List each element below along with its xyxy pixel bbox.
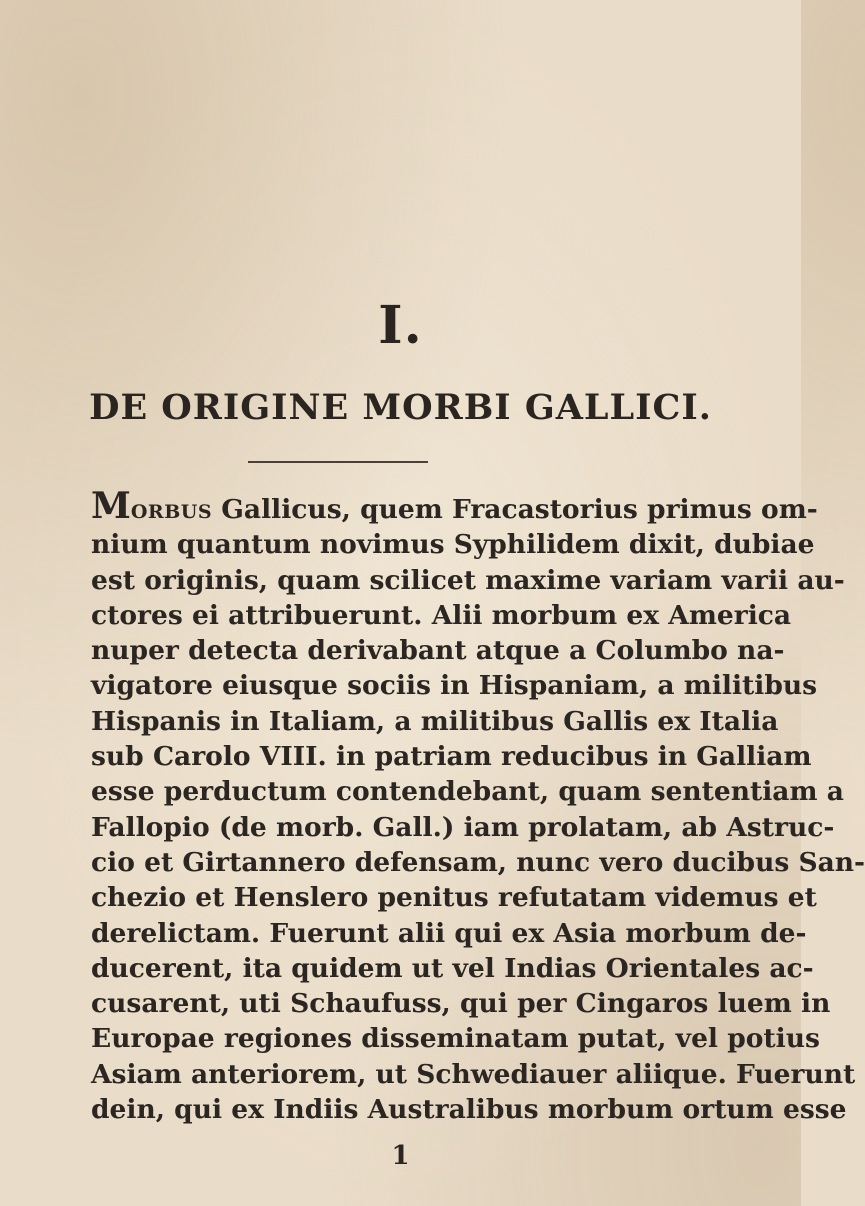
text-line-8: sub Carolo VIII. in patriam reducibus in Galliam [91,741,812,773]
text-line-12: chezio et Henslero penitus refutatam videmus et [91,882,817,914]
chapter-number: I. [378,295,423,356]
text-line-9: esse perductum contendebant, quam sententiam a [91,776,844,808]
text-line-11: cio et Girtannero defensam, nunc vero ducibus San- [91,846,865,878]
text-line-1 [91,485,818,527]
text-line-2: nium quantum novimus Syphilidem dixit, dubiae [91,529,815,561]
title-divider [248,461,428,463]
page-number: 1 [391,1141,410,1171]
text-line-15: cusarent, uti Schaufuss, qui per Cingaros luem in [91,988,831,1020]
text-line-18: dein, qui ex Indiis Australibus morbum ortum esse [91,1094,847,1126]
text-line-5: nuper detecta derivabant atque a Columbo na- [91,635,785,667]
text-line-10: Fallopio (de morb. Gall.) iam prolatam, ab Astruc- [91,811,835,843]
text-line-1-rest: Gallicus, quem Fracastorius primus om- [212,494,818,525]
chapter-title: DE ORIGINE MORBI GALLICI. [89,387,712,428]
text-line-3: est originis, quam scilicet maxime variam varii au- [91,564,845,596]
text-line-4: ctores ei attribuerunt. Alii morbum ex America [91,599,792,631]
first-word-smallcaps: ORBUS [130,501,213,523]
initial-letter: M [91,485,131,527]
text-line-13: derelictam. Fuerunt alii qui ex Asia morbum de- [91,917,807,949]
text-line-6: vigatore eiusque sociis in Hispaniam, a militibus [91,670,818,702]
text-line-14: ducerent, ita quidem ut vel Indias Orientales ac- [91,952,814,984]
text-line-17: Asiam anteriorem, ut Schwediauer aliique. Fuerunt [91,1058,856,1090]
body-paragraph [91,485,865,1127]
text-line-16: Europae regiones disseminatam putat, vel potius [91,1023,820,1055]
text-line-7: Hispanis in Italiam, a militibus Gallis ex Italia [91,705,779,737]
